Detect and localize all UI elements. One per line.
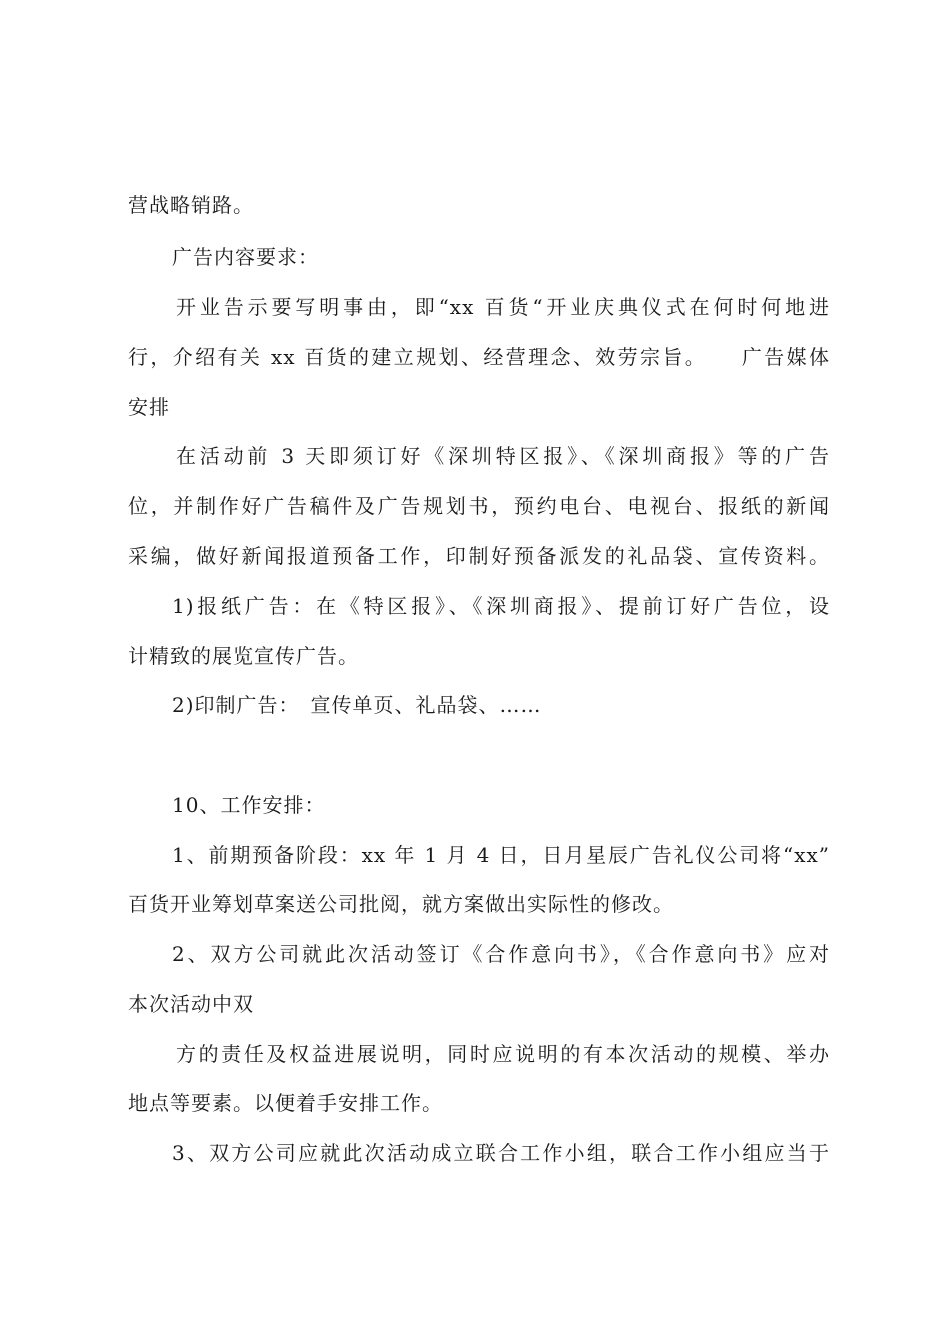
text-line: 在活动前 3 天即须订好《深圳特区报》、《深圳商报》等的广告 xyxy=(176,444,830,468)
section-heading: 广告内容要求： xyxy=(172,245,319,269)
section-heading: 10、工作安排： xyxy=(172,793,326,817)
text-line: 安排 xyxy=(128,395,170,419)
text-line: 计精致的展览宣传广告。 xyxy=(128,644,359,668)
text-line: 百货开业筹划草案送公司批阅，就方案做出实际性的修改。 xyxy=(128,892,674,916)
text-line: 2、双方公司就此次活动签订《合作意向书》，《合作意向书》应对 xyxy=(172,942,830,966)
text-line: 1)报纸广告：在《特区报》、《深圳商报》、提前订好广告位，设 xyxy=(172,594,830,618)
text-line: 地点等要素。以便着手安排工作。 xyxy=(128,1091,443,1115)
text-line: 采编，做好新闻报道预备工作，印制好预备派发的礼品袋、宣传资料。 xyxy=(128,544,830,568)
text-line: 开业告示要写明事由，即“xx 百货“开业庆典仪式在何时何地进 xyxy=(176,295,830,319)
text-line: 位，并制作好广告稿件及广告规划书，预约电台、电视台、报纸的新闻 xyxy=(128,494,830,518)
text-line: 方的责任及权益进展说明，同时应说明的有本次活动的规模、举办 xyxy=(176,1042,830,1066)
text-line: 行，介绍有关 xx 百货的建立规划、经营理念、效劳宗旨。 广告媒体 xyxy=(128,345,830,369)
text-line: 营战略销路。 xyxy=(128,193,254,217)
text-line: 2)印制广告： 宣传单页、礼品袋、…… xyxy=(172,693,542,717)
text-line: 本次活动中双 xyxy=(128,992,254,1016)
text-line: 1、前期预备阶段：xx 年 1 月 4 日，日月星辰广告礼仪公司将“xx” xyxy=(172,843,830,867)
text-line: 3、双方公司应就此次活动成立联合工作小组，联合工作小组应当于 xyxy=(172,1141,830,1165)
